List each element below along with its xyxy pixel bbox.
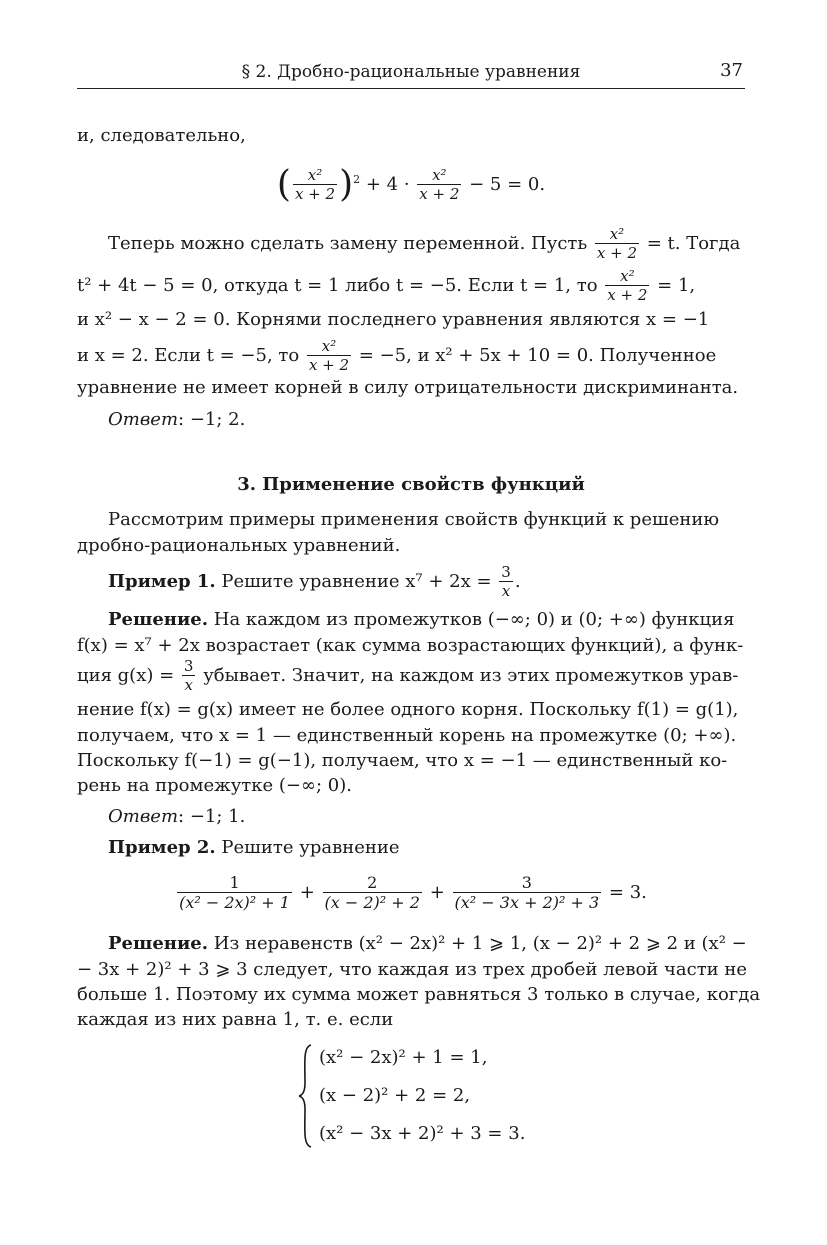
- system-row: (x² − 3x + 2)² + 3 = 3.: [319, 1123, 526, 1144]
- fraction-numerator: 3: [183, 657, 194, 675]
- text-line: дробно-рациональных уравнений.: [77, 535, 401, 556]
- fraction-denominator: x + 2: [596, 244, 637, 262]
- header-title: § 2. Дробно-рациональные уравнения: [241, 62, 581, 82]
- text-line: [77, 656, 745, 696]
- equation-quadratic-form: [77, 160, 745, 210]
- fraction-denominator: (x − 2)² + 2: [324, 893, 420, 912]
- text-span: Теперь можно сделать замену переменной. Пусть: [108, 233, 588, 254]
- page-number: 37: [720, 60, 743, 81]
- answer-label: Ответ: [108, 409, 179, 430]
- text-line: [77, 266, 745, 306]
- fraction-numerator: x²: [609, 225, 625, 243]
- equation-system: [297, 1043, 597, 1153]
- fraction-denominator: x + 2: [607, 286, 648, 304]
- fraction: [453, 875, 602, 911]
- text-line: [77, 336, 745, 376]
- section-heading: 3. Применение свойств функций: [237, 474, 585, 495]
- answer-line: [77, 805, 745, 829]
- text-line: нение f(x) = g(x) имеет не более одного корня. Поскольку f(1) = g(1),: [77, 699, 739, 720]
- fraction: [499, 565, 513, 599]
- running-header: [77, 58, 745, 89]
- fraction-denominator: x: [499, 581, 513, 599]
- equation-end: − 5 = 0.: [469, 174, 546, 195]
- text-span: На каждом из промежутков (−∞; 0) и (0; +∞) функция: [213, 609, 735, 630]
- text-line: уравнение не имеет корней в силу отрицательности дискриминанта.: [77, 377, 739, 398]
- fraction-numerator: x²: [307, 166, 323, 184]
- text-line: [77, 224, 745, 264]
- fraction-numerator: 1: [229, 873, 240, 892]
- fraction-numerator: x²: [432, 166, 447, 184]
- text-line: получаем, что x = 1 — единственный корень на промежутке (0; +∞).: [77, 725, 737, 746]
- solution-label: Решение.: [108, 933, 209, 954]
- example-1-statement: Пример 1. Решите уравнение x⁷ + 2x = $\frac{3}{x}$ .: [108, 563, 521, 600]
- answer-value: : −1; 2.: [178, 409, 246, 430]
- fraction: [595, 227, 639, 261]
- text-line: и, следовательно,: [77, 125, 246, 146]
- text-span: убывает. Значит, на каждом из этих промежутков урав-: [203, 665, 739, 686]
- text-line: рень на промежутке (−∞; 0).: [77, 775, 352, 796]
- text-span: = t. Тогда: [646, 233, 741, 254]
- fraction-numerator: x²: [620, 267, 635, 285]
- text-span: = 1,: [657, 275, 696, 296]
- text-line: − 3x + 2)² + 3 ⩾ 3 следует, что каждая из трех дробей левой части не: [77, 959, 748, 980]
- fraction-denominator: (x² − 3x + 2)² + 3: [454, 893, 600, 912]
- equation-middle: + 4 ·: [365, 174, 410, 195]
- text-line: Поскольку f(−1) = g(−1), получаем, что x = −1 — единственный ко-: [77, 750, 728, 771]
- answer-line: [77, 408, 745, 432]
- fraction-denominator: x + 2: [308, 356, 350, 374]
- fraction-denominator: (x² − 2x)² + 1: [179, 893, 290, 912]
- plus-sign: +: [299, 882, 315, 903]
- system-row: (x − 2)² + 2 = 2,: [319, 1085, 471, 1106]
- fraction-denominator: x + 2: [294, 185, 336, 203]
- fraction-numerator: 2: [367, 873, 378, 892]
- fraction: [323, 875, 422, 911]
- fraction-denominator: x + 2: [419, 185, 460, 203]
- equation-three-fractions: [77, 868, 745, 918]
- fraction-numerator: x²: [321, 337, 337, 355]
- fraction: [177, 875, 292, 911]
- fraction: [182, 659, 196, 693]
- text-line: f(x) = x⁷ + 2x возрастает (как сумма возрастающих функций), а функ-: [77, 635, 744, 656]
- left-brace-icon: [297, 1043, 315, 1149]
- text-span: Из неравенств (x² − 2x)² + 1 ⩾ 1, (x − 2)² + 2 ⩾ 2 и (x² −: [213, 933, 747, 954]
- text-span: и x = 2. Если t = −5, то: [77, 345, 300, 366]
- fraction: [605, 269, 649, 303]
- answer-label: Ответ: [108, 806, 179, 827]
- system-row: (x² − 2x)² + 1 = 1,: [319, 1047, 488, 1068]
- text-span: Решите уравнение x⁷ + 2x =: [221, 571, 492, 592]
- fraction: [417, 168, 461, 202]
- text-line: Рассмотрим примеры применения свойств функций к решению: [108, 509, 720, 530]
- text-line: и x² − x − 2 = 0. Корнями последнего уравнения являются x = −1: [77, 309, 710, 330]
- plus-sign: +: [429, 882, 445, 903]
- text-line: больше 1. Поэтому их сумма может равняться 3 только в случае, когда: [77, 984, 761, 1005]
- answer-value: : −1; 1.: [178, 806, 246, 827]
- text-line: [77, 608, 745, 632]
- fraction-numerator: 3: [501, 563, 511, 581]
- text-span: = −5, и x² + 5x + 10 = 0. Полученное: [358, 345, 717, 366]
- fraction: [293, 168, 337, 202]
- fraction-denominator: x: [182, 675, 196, 693]
- text-line: [77, 932, 745, 956]
- exponent: 2: [353, 173, 361, 186]
- text-line: каждая из них равна 1, т. е. если: [77, 1009, 394, 1030]
- open-paren: (: [276, 164, 291, 205]
- fraction: [307, 339, 351, 373]
- text-span: Решите уравнение: [221, 837, 400, 858]
- example-label: Пример 2.: [108, 837, 216, 858]
- solution-label: Решение.: [108, 609, 209, 630]
- fraction-numerator: 3: [521, 873, 532, 892]
- equation-end: = 3.: [608, 882, 647, 903]
- example-2-statement: [77, 836, 745, 860]
- close-paren: ): [339, 164, 354, 205]
- text-span: t² + 4t − 5 = 0, откуда t = 1 либо t = −5. Если t = 1, то: [77, 275, 598, 296]
- text-span: ция g(x) =: [77, 665, 175, 686]
- example-label: Пример 1.: [108, 571, 216, 592]
